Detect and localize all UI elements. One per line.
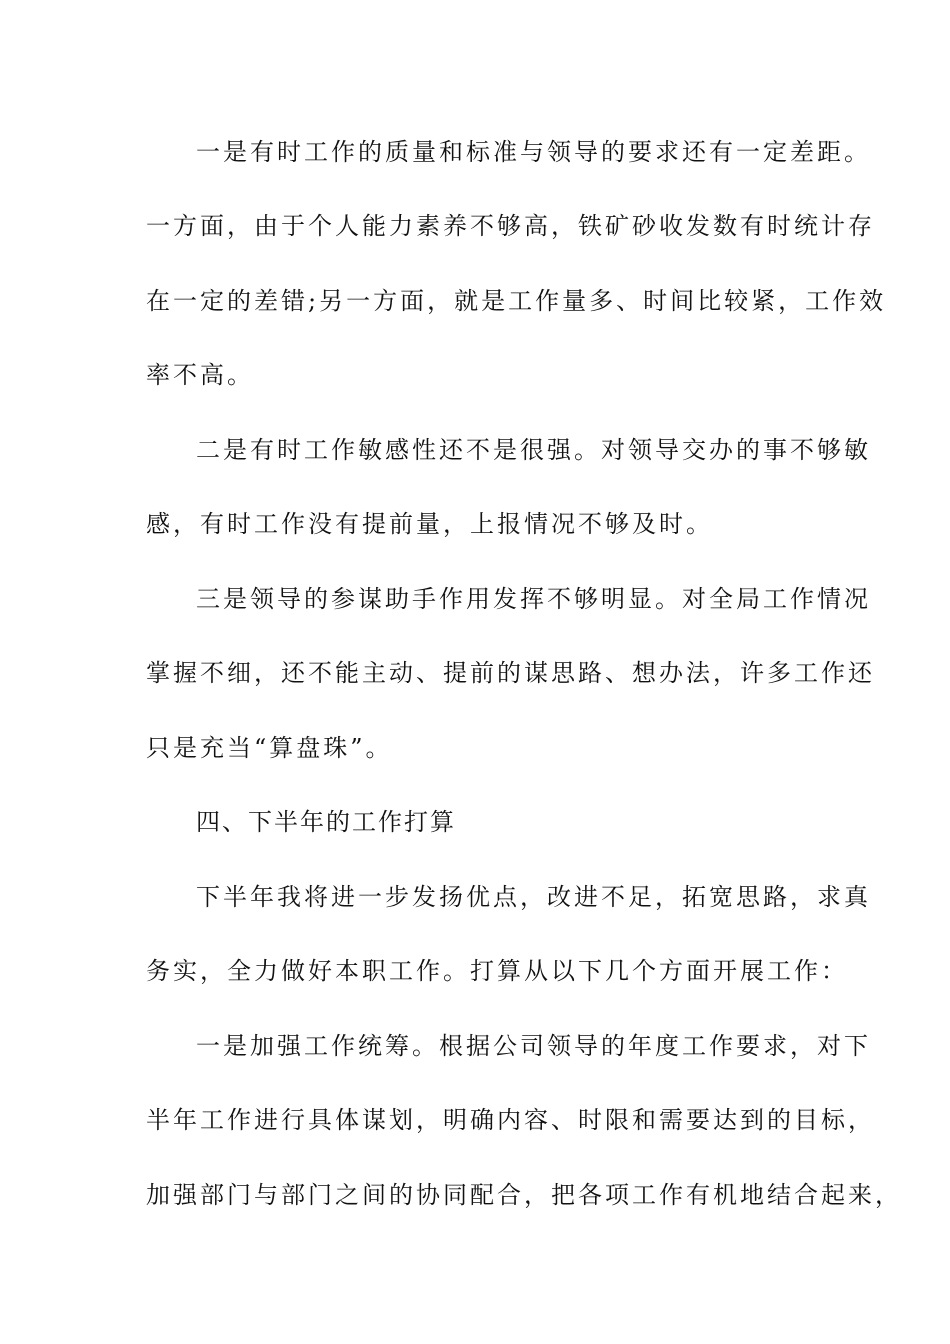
paragraph-line: 加强部门与部门之间的协同配合，把各项工作有机地结合起来， — [146, 1181, 902, 1209]
paragraph-line: 只是充当“算盘珠”。 — [146, 734, 393, 762]
paragraph-line: 一是有时工作的质量和标准与领导的要求还有一定差距。 — [196, 138, 871, 166]
paragraph-line: 率不高。 — [146, 361, 254, 389]
paragraph-line: 一是加强工作统筹。根据公司领导的年度工作要求，对下 — [196, 1032, 871, 1060]
paragraph-line: 掌握不细，还不能主动、提前的谋思路、想办法，许多工作还 — [146, 659, 875, 687]
paragraph-line: 感，有时工作没有提前量，上报情况不够及时。 — [146, 510, 713, 538]
paragraph-line: 二是有时工作敏感性还不是很强。对领导交办的事不够敏 — [196, 436, 871, 464]
paragraph-line: 一方面，由于个人能力素养不够高，铁矿砂收发数有时统计存 — [146, 212, 875, 240]
paragraph-line: 三是领导的参谋助手作用发挥不够明显。对全局工作情况 — [196, 585, 871, 613]
paragraph-line: 半年工作进行具体谋划，明确内容、时限和需要达到的目标， — [146, 1106, 875, 1134]
paragraph-line: 在一定的差错;另一方面，就是工作量多、时间比较紧，工作效 — [146, 287, 887, 315]
section-heading: 四、下半年的工作打算 — [196, 808, 456, 836]
paragraph-line: 下半年我将进一步发扬优点，改进不足，拓宽思路，求真 — [196, 883, 871, 911]
paragraph-line: 务实，全力做好本职工作。打算从以下几个方面开展工作： — [146, 957, 848, 985]
